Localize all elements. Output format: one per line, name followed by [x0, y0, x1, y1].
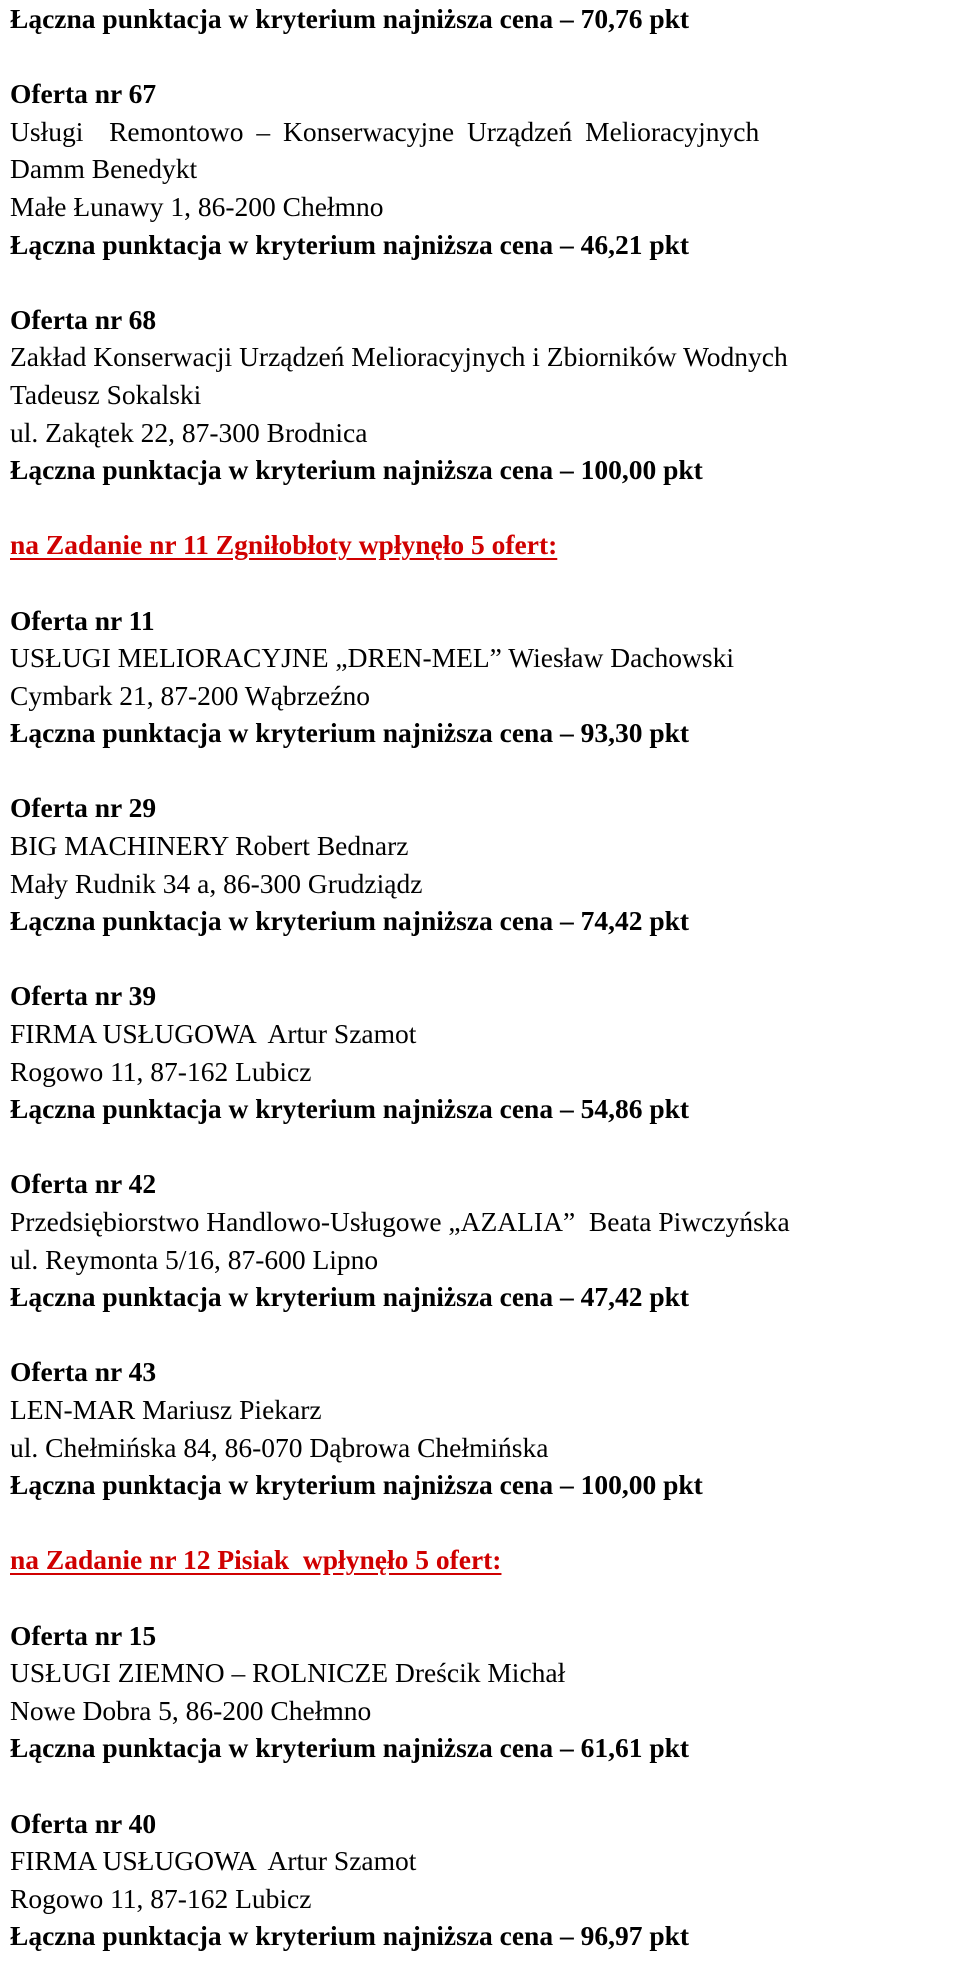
offer-block [10, 977, 955, 1127]
offer-block [10, 1353, 955, 1503]
offer-block [10, 1617, 955, 1767]
offer-line: USŁUGI MELIORACYJNE „DREN-MEL” Wiesław Dachowski [10, 642, 734, 674]
offer-line: FIRMA USŁUGOWA Artur Szamot [10, 1018, 417, 1050]
offer-line: ul. Chełmińska 84, 86-070 Dąbrowa Chełmińska [10, 1431, 549, 1463]
score-line: Łączna punktacja w kryterium najniższa cena – 100,00 pkt [10, 454, 703, 486]
score-line: Łączna punktacja w kryterium najniższa cena – 61,61 pkt [10, 1732, 690, 1764]
spacer [10, 1316, 955, 1354]
offer-number: Oferta nr 43 [10, 1356, 157, 1388]
offer-number: Oferta nr 67 [10, 78, 157, 110]
offer-line: BIG MACHINERY Robert Bednarz [10, 830, 409, 862]
offer-line: Rogowo 11, 87-162 Lubicz [10, 1882, 312, 1914]
offer-line: ul. Zakątek 22, 87-300 Brodnica [10, 416, 368, 448]
offer-line: FIRMA USŁUGOWA Artur Szamot [10, 1845, 417, 1877]
spacer [10, 1504, 955, 1542]
offer-line: Damm Benedykt [10, 153, 198, 185]
offer-line: Zakład Konserwacji Urządzeń Melioracyjnych i Zbiorników Wodnych [10, 341, 788, 373]
offer-line: Przedsiębiorstwo Handlowo-Usługowe „AZALIA” Beata Piwczyńska [10, 1206, 790, 1237]
spacer [10, 940, 955, 978]
spacer [10, 752, 955, 790]
spacer [10, 1767, 955, 1805]
score-line: Łączna punktacja w kryterium najniższa cena – 96,97 pkt [10, 1920, 690, 1952]
offer-number: Oferta nr 40 [10, 1807, 157, 1839]
score-line: Łączna punktacja w kryterium najniższa cena – 70,76 pkt [10, 3, 690, 34]
offer-line: Mały Rudnik 34 a, 86-300 Grudziądz [10, 867, 423, 899]
offer-block [10, 789, 955, 939]
spacer [10, 263, 955, 301]
score-line: Łączna punktacja w kryterium najniższa cena – 46,21 pkt [10, 228, 690, 260]
offer-number: Oferta nr 15 [10, 1619, 157, 1651]
spacer [10, 38, 955, 76]
offer-number: Oferta nr 42 [10, 1168, 157, 1200]
offer-block [10, 301, 955, 489]
spacer [10, 489, 955, 527]
spacer [10, 1128, 955, 1166]
offer-line: ul. Reymonta 5/16, 87-600 Lipno [10, 1243, 379, 1275]
offer-line: Rogowo 11, 87-162 Lubicz [10, 1055, 312, 1087]
offer-number: Oferta nr 11 [10, 604, 155, 636]
offer-block [10, 1165, 955, 1315]
document-page [10, 0, 955, 1955]
offer-line: Małe Łunawy 1, 86-200 Chełmno [10, 190, 384, 222]
score-line: Łączna punktacja w kryterium najniższa cena – 54,86 pkt [10, 1093, 690, 1125]
score-line: Łączna punktacja w kryterium najniższa cena – 100,00 pkt [10, 1469, 703, 1501]
section-heading: na Zadanie nr 12 Pisiak wpłynęło 5 ofert: [10, 1544, 502, 1576]
section-heading: na Zadanie nr 11 Zgniłobłoty wpłynęło 5 ofert: [10, 529, 558, 561]
offer-line: LEN-MAR Mariusz Piekarz [10, 1393, 322, 1425]
spacer [10, 1579, 955, 1617]
offer-line: Cymbark 21, 87-200 Wąbrzeźno [10, 679, 370, 711]
offer-block [10, 1805, 955, 1955]
spacer [10, 564, 955, 602]
offer-line: Tadeusz Sokalski [10, 378, 202, 410]
offer-number: Oferta nr 29 [10, 792, 157, 824]
offer-block [10, 75, 955, 263]
offer-line: Nowe Dobra 5, 86-200 Chełmno [10, 1694, 372, 1726]
score-line: Łączna punktacja w kryterium najniższa cena – 74,42 pkt [10, 905, 690, 937]
offer-number: Oferta nr 68 [10, 303, 157, 335]
offer-line: Usługi Remontowo – Konserwacyjne Urządzeń Melioracyjnych [10, 115, 760, 147]
offer-number: Oferta nr 39 [10, 980, 157, 1012]
score-line: Łączna punktacja w kryterium najniższa cena – 47,42 pkt [10, 1281, 690, 1313]
score-line: Łączna punktacja w kryterium najniższa cena – 93,30 pkt [10, 717, 690, 749]
offer-block [10, 602, 955, 752]
offer-line: USŁUGI ZIEMNO – ROLNICZE Dreścik Michał [10, 1657, 566, 1689]
